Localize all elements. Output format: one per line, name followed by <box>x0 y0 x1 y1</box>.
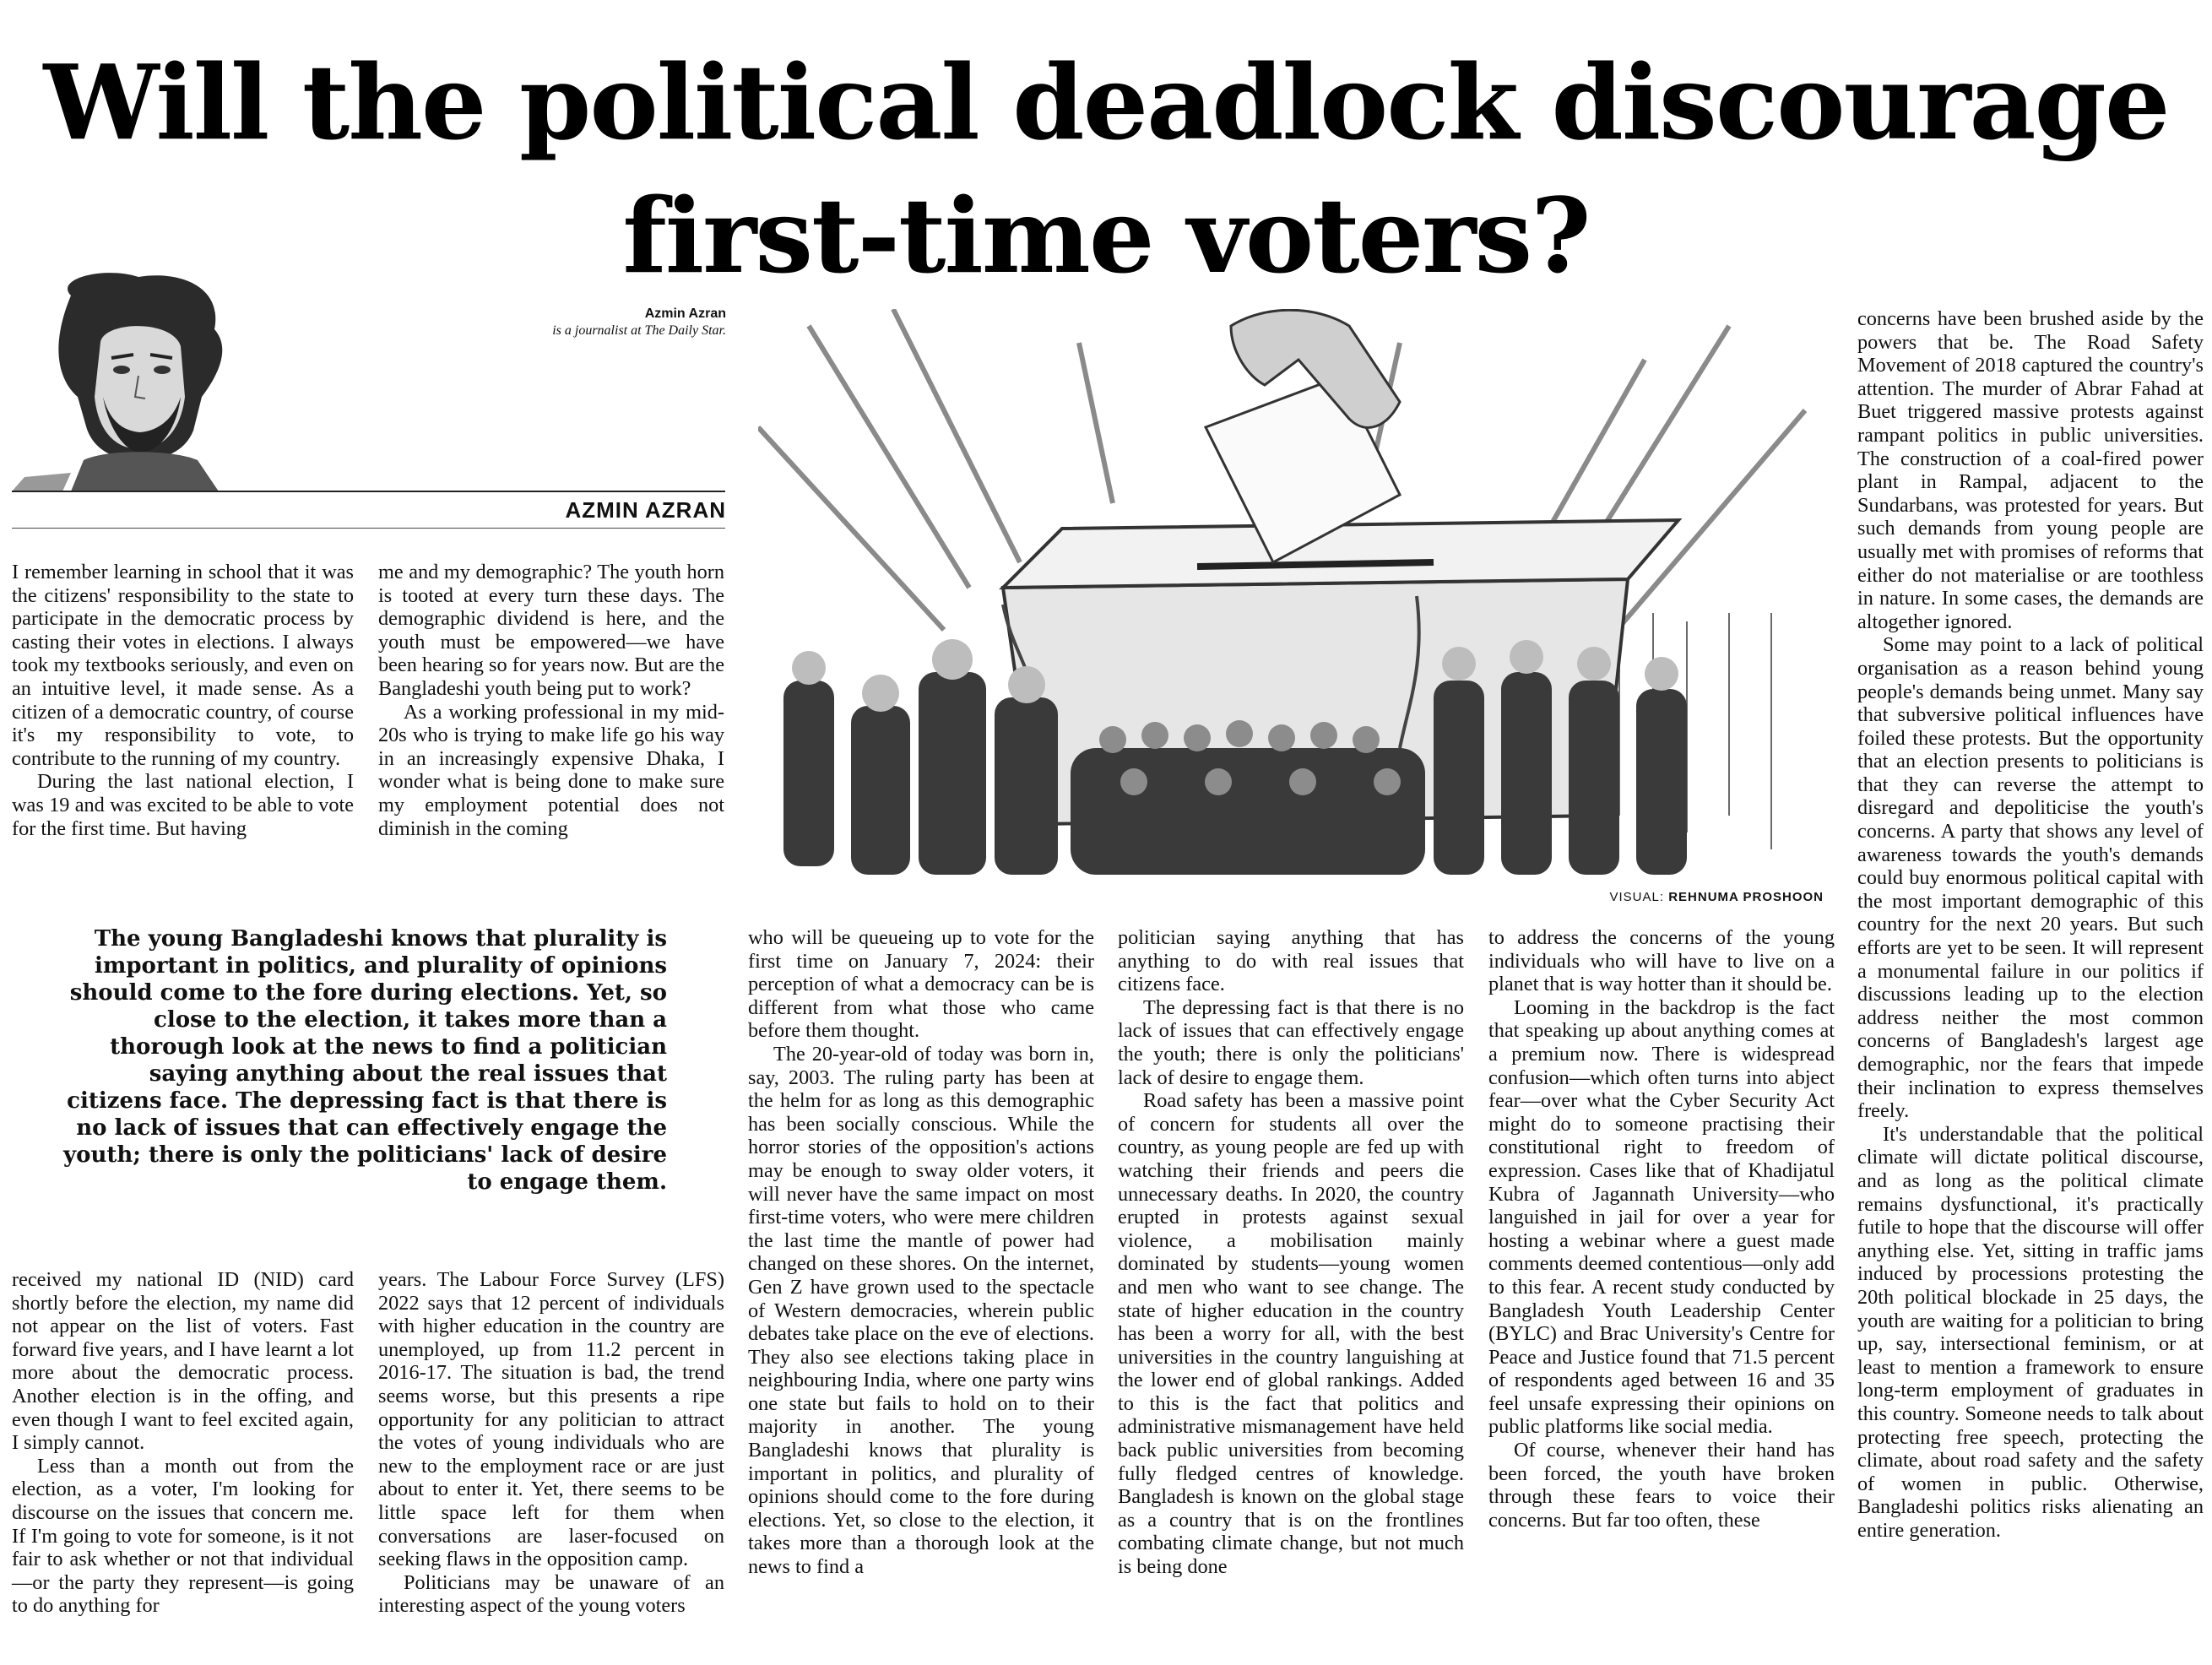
column-6 <box>1857 307 2204 1542</box>
paragraph: me and my demographic? The youth horn is tooted at every turn these days. The demographic dividend is here, and the youth must be empowered—we have been hearing so for years now. But are the Bangladeshi youth being put to work? <box>378 561 724 700</box>
byline-author-bio: is a journalist at The Daily Star. <box>552 323 726 338</box>
paragraph: Less than a month out from the election, as a voter, I'm looking for discourse on the issues that concern me. If I'm going to vote for someone, is it not fair to ask whether or not that individual—or the party they represent—is going to do anything for <box>12 1454 354 1618</box>
paragraph: Politicians may be unaware of an interesting aspect of the young voters <box>378 1570 724 1618</box>
paragraph: who will be queueing up to vote for the first time on January 7, 2024: their perception of what a democracy can be is different from what those who came before them thought. <box>748 926 1094 1043</box>
column-2-bottom <box>378 1268 724 1618</box>
paragraph: years. The Labour Force Survey (LFS) 2022 says that 12 percent of individuals with higher education in the country are unemployed, up from 11.2 percent in 2016-17. The situation is bad, the trend seems worse, but this presents a ripe opportunity for any politician to attract the votes of young individuals who are new to the employment race or are just about to enter it. Yet, there seems to be little space left for them when conversations are laser-focused on seeking flaws in the opposition camp. <box>378 1268 724 1571</box>
author-divider <box>12 491 725 492</box>
column-2-top <box>378 561 724 840</box>
paragraph: I remember learning in school that it was the citizens' responsibility to the state to participate in the democratic process by casting their votes in elections. I always took my textbooks seriously, and even on an intuitive level, it made sense. As a citizen of a democratic country, of course it's my responsibility to vote, to contribute to the running of my country. <box>12 561 354 770</box>
column-1-bottom <box>12 1268 354 1618</box>
paragraph: to address the concerns of the young individuals who will have to live on a planet that is way hotter than it should be. <box>1488 926 1835 996</box>
author-portrait <box>12 270 265 491</box>
column-5 <box>1488 926 1835 1532</box>
paragraph: concerns have been brushed aside by the powers that be. The Road Safety Movement of 2018 captured the country's attention. The murder of Abrar Fahad at Buet triggered massive protests against rampant politics in public universities. The construction of a coal-fired power plant in Rampal, adjacent to the Sundarbans, was protested for years. But such demands from young people are usually met with promises of reforms that either do not materialise or are toothless in nature. In some cases, the demands are altogether ignored. <box>1857 307 2204 633</box>
paragraph: Some may point to a lack of political organisation as a reason behind young people's demands being unmet. Many say that subversive political influences have foiled these protests. But the opportunity that an election presents to politicians is that they can reverse the attempt to disregard and depoliticise the youth's concerns. A party that shows any level of awareness towards the youth's demands could buy enormous political capital with the most important demographic of this country for the next 20 years. But such efforts are yet to be seen. It will represent a monumental failure in our politics if discussions leading up to the election address neither the most common concerns of Bangladesh's largest age demographic, nor the fears that impede their inclination to express themselves freely. <box>1857 633 2204 1123</box>
paragraph: It's understandable that the political climate will dictate political discourse, and as long as the political climate remains dysfunctional, it's practically futile to hope that the discourse will offer anything else. Yet, sitting in traffic jams induced by processions protesting the 20th political blockade in 25 days, the youth are waiting for a politician to bring up, say, intersectional feminism, or at least to mention a framework to ensure long-term employment of graduates in this country. Someone needs to talk about protecting free speech, protecting the climate, about road safety and the safety of women in public. Otherwise, Bangladeshi politics risks alienating an entire generation. <box>1857 1122 2204 1542</box>
credit-name: REHNUMA PROSHOON <box>1668 890 1824 904</box>
paragraph: Of course, whenever their hand has been forced, the youth have broken through these fears to voice their concerns. But far too often, these <box>1488 1439 1835 1532</box>
headline-line-1: Will the political deadlock discourage <box>43 41 2169 163</box>
pull-quote: The young Bangladeshi knows that plurality is important in politics, and plurality of opinions should come to the fore during elections. Yet, so close to the election, it takes more than a thorough look at the news to find a politician saying anything about the real issues that citizens face. The depressing fact is that there is no lack of issues that can effectively engage the youth; there is only the politicians' lack of desire to engage them. <box>63 926 667 1195</box>
illustration-credit <box>1486 890 1824 904</box>
paragraph: received my national ID (NID) card shortly before the election, my name did not appear on the list of voters. Fast forward five years, and I have learnt a lot more about the democratic process. Another election is in the offing, and even though I want to feel excited again, I simply cannot. <box>12 1268 354 1455</box>
headline <box>0 35 2212 302</box>
column-3 <box>748 926 1094 1579</box>
paragraph: During the last national election, I was 19 and was excited to be able to vote for the first time. But having <box>12 770 354 840</box>
paragraph: The 20-year-old of today was born in, say, 2003. The ruling party has been at the helm for as long as this demographic has been socially conscious. While the horror stories of the opposition's actions may be enough to sway older voters, it will never have the same impact on most first-time voters, who were mere children the last time the mantle of power had changed on these shores. On the internet, Gen Z have grown used to the spectacle of Western democracies, wherein public debates take place on the eve of elections. They also see elections taking place in neighbouring India, where one party wins one state but fails to hold on to their majority in another. The young Bangladeshi knows that plurality is important in politics, and plurality of opinions should come to the fore during elections. Yet, so close to the election, it takes more than a thorough look at the news to find a <box>748 1042 1094 1579</box>
byline-author-name: Azmin Azran <box>644 306 726 321</box>
credit-label: VISUAL: <box>1609 890 1669 904</box>
author-divider-bottom <box>12 528 725 529</box>
paragraph: Road safety has been a massive point of concern for students all over the country, as young people are fed up with watching their friends and peers die unnecessary deaths. In 2020, the country erupted in protests against sexual violence, a mobilisation mainly dominated by students—young women and men who want to see change. The state of higher education in the country has been a worry for all, with the best universities in the country languishing at the lower end of global rankings. Added to this is the fact that politics and administrative mismanagement have held back public universities from becoming fully fledged centres of knowledge. Bangladesh is known on the global stage as a country that is on the frontlines combating climate change, but not much is being done <box>1118 1089 1464 1579</box>
byline <box>422 306 726 339</box>
illustration-ballot-box <box>758 309 1824 881</box>
paragraph: The depressing fact is that there is no lack of issues that can effectively engage the youth; there is only the politicians' lack of desire to engage them. <box>1118 995 1464 1089</box>
column-4 <box>1118 926 1464 1579</box>
paragraph: Looming in the backdrop is the fact that speaking up about anything comes at a premium now. There is widespread confusion—which often turns into abject fear—over what the Cyber Security Act might do to someone practising their constitutional right to freedom of expression. Cases like that of Khadijatul Kubra of Jagannath University—who languished in jail for over a year for hosting a webinar where a guest made comments deemed contentious—only add to this fear. A recent study conducted by Bangladesh Youth Leadership Center (BYLC) and Brac University's Centre for Peace and Justice found that 71.5 percent of respondents aged between 16 and 35 feel unsafe expressing their opinions on public platforms like social media. <box>1488 995 1835 1439</box>
column-1-top <box>12 561 354 840</box>
paragraph: As a working professional in my mid-20s who is trying to make life go his way in an increasingly expensive Dhaka, I wonder what is being done to make sure my employment potential does not diminish in the coming <box>378 700 724 840</box>
paragraph: politician saying anything that has anything to do with real issues that citizens face. <box>1118 926 1464 996</box>
author-name-caps: AZMIN AZRAN <box>565 497 726 523</box>
headline-line-2: first-time voters? <box>622 175 1590 296</box>
